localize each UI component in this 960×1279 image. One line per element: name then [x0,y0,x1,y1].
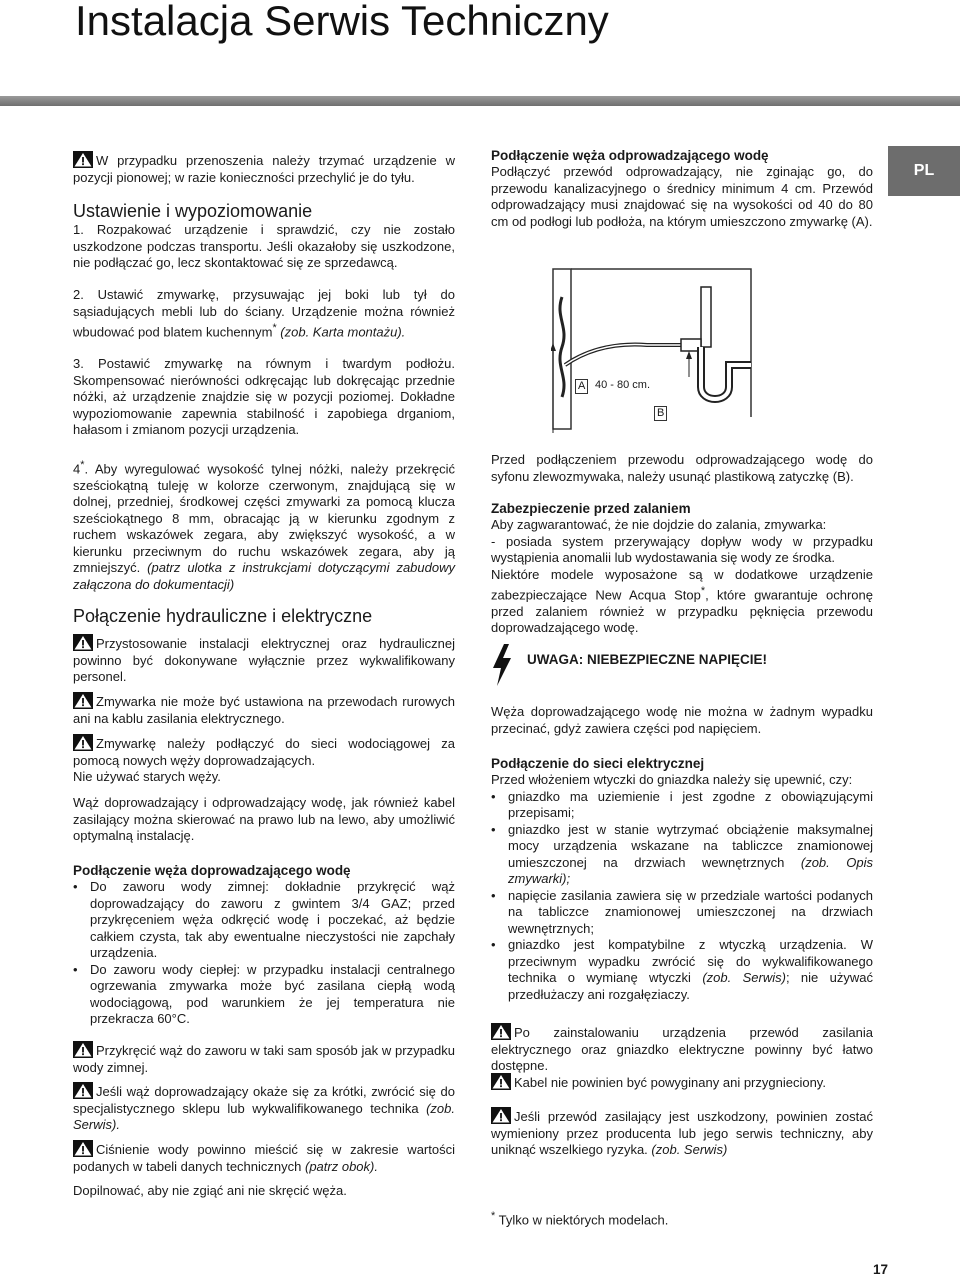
warn-a-text: Po zainstalowaniu urządzenia przewód zasilania elektrycznego oraz gniazdko elektryczne powinny być łatwo dostępne. [491,1025,873,1073]
flood-intro: Aby zagwarantować, że nie dojdzie do zalania, zmywarka: [491,517,827,532]
power-list [491,789,873,1004]
warn5-text: Jeśli wąż doprowadzający okaże się za krótki, zwrócić się do specjalistycznego sklepu lub wykwalifikowanego technika [73,1084,455,1116]
power-section [491,755,873,1003]
setup-step-1: 1. Rozpakować urządzenie i sprawdzić, czy nie zostało uszkodzone podczas transportu. Jeśli okazałoby się uszkodzone, nie podłączać go, lecz skontaktować się ze sprzedawcą. [73,222,455,270]
list-item: • napięcie zasilania zawiera się w przedziale wartości podanych na tabliczce znamionowej umieszczonej na drzwiach wewnętrznych; [491,888,873,938]
power-b4-end: ; nie używać przedłużaczy ani rozgałęziaczy. [508,970,873,1002]
warning-icon [491,1023,511,1040]
drain-section [491,147,873,230]
warning-icon [73,1140,93,1157]
warn-6 [73,1140,455,1175]
warning-icon [73,151,93,168]
step3-text: 3. Postawić zmywarkę na równym i twardym podłożu. Skompensować nierówności odkręcając lub dokręcając przednie nóżki, aż urządzenie znajdzie się w pozycji poziomej. Dokładne wypoziomowanie zapewnia stabilność i zapobiega drganiom, hałasom i zmianom pozycji urządzenia. [73,356,455,437]
danger-paragraph [491,704,873,737]
warn3-text: Zmywarkę należy podłączyć do sieci wodociągowej za pomocą nowych węży doprowadzających. [73,736,455,768]
page-title: Instalacja Serwis Techniczny [75,0,609,44]
warn6-text: Ciśnienie wody powinno mieścić się w zakresie wartości podanych w tabeli danych technicznych [73,1142,455,1174]
list-item [491,937,873,1003]
hydro-section [73,606,455,627]
power-intro: Przed włożeniem wtyczki do gniazdka należy się upewnić, czy: [491,772,853,787]
list-item: • Do zaworu wody ciepłej: w przypadku instalacji centralnego ogrzewania zmywarka może być zasilana ciepłą wodą wodociągową, pod warunkiem że jej temperatura nie przekracza 60°C. [73,962,455,1028]
title-rule [0,96,960,106]
siphon-paragraph [491,452,873,485]
warn2-text: Zmywarka nie może być ustawiona na przewodach rurowych ani na kablu zasilania elektrycznego. [73,694,455,726]
warn-b [491,1073,873,1092]
warn-2 [73,692,455,727]
flood-heading: Zabezpieczenie przed zalaniem [491,501,691,516]
warning-icon [73,1082,93,1099]
drain-height-figure [551,267,758,437]
power-b2-text: gniazdko jest w stanie wytrzymać obciążenie maksymalnej mocy urządzenia wskazane na tabliczce znamionowej umieszczonej na drzwiach wewnętrznych [508,821,873,870]
warn-4 [73,1041,455,1076]
setup-step-2 [73,287,455,341]
warning-icon [73,634,93,651]
warn6-reference: (patrz obok). [305,1158,378,1174]
step2-star: * [272,322,277,334]
warn-c-text: Jeśli przewód zasilający jest uszkodzony, powinien zostać wymieniony przez producenta lub jego serwis techniczny, aby uniknąć wszelkiego ryzyka. [491,1109,873,1157]
final-text: Dopilnować, aby nie zgiąć ani nie skręcić węża. [73,1183,347,1198]
power-b4-reference: (zob. Serwis) [702,970,786,985]
step2-reference: (zob. Karta montażu). [280,324,406,340]
flood-dash: - posiada system przerywający dopływ wody w przypadku wystąpienia anomalii lub wydostawania się wody ze środka. [491,533,873,565]
drain-heading: Podłączenie węża odprowadzającego wodę [491,148,769,163]
figure-label-b: B [654,406,667,421]
warn-b-text: Kabel nie powinien być powyginany ani przygnieciony. [514,1075,826,1090]
power-b2-reference: (zob. Opis zmywarki); [508,854,873,886]
hoses-text: Wąż doprowadzający i odprowadzający wodę, jak również kabel zasilający można skierować na prawo lub na lewo, aby umożliwić optymalną instalację. [73,795,455,843]
warn4-text: Przykręcić wąż do zaworu w taki sam sposób jak w przypadku wody zimnej. [73,1043,455,1075]
high-voltage-icon [491,644,513,686]
warn-5 [73,1082,455,1134]
warn-a [491,1023,873,1075]
danger-title: UWAGA: NIEBEZPIECZNE NAPIĘCIE! [527,652,768,667]
step4-text: . Aby wyregulować wysokość tylnej nóżki, należy przekręcić sześciokątną tuleję w kolorze czerwonym, znajdującą się w dolnej, przedniej, środkowej części zmywarki za pomocą klucza sześciokątnego 8 mm, obracając ją w kierunku zgodnym z ruchem wskazówek zegara, aby zwiększyć wysokość, a w kierunku przeciwnym do ruchu wskazówek zegara, aby ją zmniejszyć. [73,461,455,576]
warn-3 [73,734,455,786]
danger-text: Węża doprowadzającego wodę nie można w żadnym wypadku przecinać, gdyż zawiera części pod napięciem. [491,704,873,736]
inlet-list [73,879,455,1028]
setup-step-4 [73,457,455,593]
warning-icon [73,734,93,751]
flood-models-b: , które gwarantuje ochronę przed zalaniem również w przypadku pęknięcia przewodu doprowadzającego wodę. [491,587,873,636]
left-intro [73,151,455,186]
warning-icon [491,1107,511,1124]
power-heading: Podłączenie do sieci elektrycznej [491,756,705,771]
language-badge: PL [888,146,960,196]
warn1-text: Przystosowanie instalacji elektrycznej oraz hydraulicznej powinno być dokonywane wyłącznie przez wykwalifikowany personel. [73,636,455,684]
hydro-heading: Połączenie hydrauliczne i elektryczne [73,606,373,626]
page-number: 17 [873,1262,889,1277]
step4-num: 4 [73,461,81,477]
list-item: • gniazdko ma uziemienie i jest zgodne z obowiązującymi przepisami; [491,789,873,822]
final-note [73,1183,455,1200]
setup-heading: Ustawienie i wypoziomowanie [73,201,313,221]
drain-text: Podłączyć przewód odprowadzający, nie zginając go, do przewodu kanalizacyjnego o średnicy minimum 4 cm. Przewód odprowadzający musi znajdować się na wysokości od 40 do 80 cm od podłogi lub podłoża, na którym umieszczono zmywarkę (A). [491,164,873,229]
hoses-paragraph [73,795,455,845]
warn-c-reference: (zob. Serwis) [651,1142,728,1157]
warning-icon [73,692,93,709]
footnote-star: * [491,1210,496,1222]
siphon-text: Przed podłączeniem przewodu odprowadzającego wodę do syfonu zlewozmywaka, należy usunąć plastikową zatyczkę (B). [491,452,873,484]
figure-label-range: 40 - 80 cm. [595,379,651,391]
setup-section [73,201,455,272]
warn-1 [73,634,455,686]
footnote-text: Tylko w niektórych modelach. [498,1212,669,1228]
danger-notice [491,640,873,690]
step4-reference: (patrz ulotka z instrukcjami dotyczącymi zabudowy załączona do dokumentacji) [73,560,455,592]
warning-icon [491,1073,511,1090]
intro-text: W przypadku przenoszenia należy trzymać urządzenie w pozycji pionowej; w razie konieczności przechylić je do tyłu. [73,153,455,185]
warn5-reference: (zob. Serwis). [73,1100,455,1132]
footnote [491,1208,668,1229]
warn-c [491,1107,873,1159]
flood-section [491,500,873,637]
inlet-section [73,862,455,1028]
warning-icon [73,1041,93,1058]
inlet-heading: Podłączenie węża doprowadzającego wodę [73,863,351,878]
step4-star: * [80,459,85,471]
list-item [491,822,873,888]
flood-models-star: * [700,585,706,597]
flood-models-a: Niektóre modele wyposażone są w dodatkowe urządzenie zabezpieczające New Acqua Stop [491,566,873,603]
figure-label-a: A [575,379,588,394]
setup-step-3 [73,356,455,439]
warn3-b-text: Nie używać starych węży. [73,769,221,784]
power-b4-text: gniazdko jest kompatybilne z wtyczką urządzenia. W przeciwnym wypadku zwrócić się do wykwalifikowanego technika o wymianę wtyczki [508,937,873,985]
list-item: • Do zaworu wody zimnej: dokładnie przykręcić wąż doprowadzający do zaworu z gwintem 3/4 GAZ; przed przykręceniem węża odkręcić wodę i poczekać, aż będzie całkiem czysta, tak aby ewentualne nieczystości nie zapchały urządzenia. [73,879,455,962]
step2-text: 2. Ustawić zmywarkę, przysuwając jej boki lub tył do sąsiadujących mebli lub do ściany. Urządzenie można również wbudować pod blatem kuchennym [73,287,455,340]
